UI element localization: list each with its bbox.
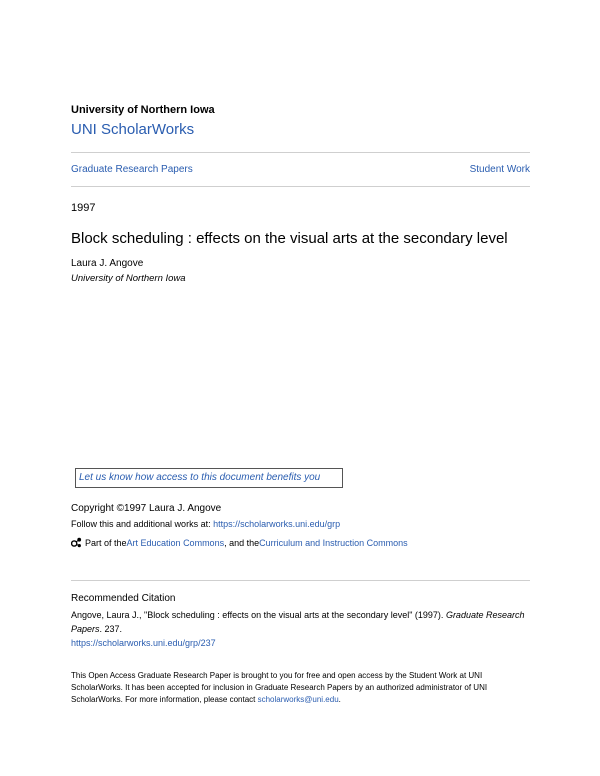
- follow-url-link[interactable]: https://scholarworks.uni.edu/grp: [213, 519, 341, 529]
- citation-url-link[interactable]: https://scholarworks.uni.edu/grp/237: [71, 638, 216, 648]
- publication-year: 1997: [71, 202, 96, 214]
- student-work-link[interactable]: Student Work: [469, 164, 530, 175]
- citation-text: Angove, Laura J., "Block scheduling : effects on the visual arts at the secondary level" (1997).: [71, 610, 446, 620]
- open-access-text: This Open Access Graduate Research Paper is brought to you for free and open access by the Student Work at UNI ScholarWorks. It has been accepted for inclusion in Graduate Research Papers by an authorized administrator of UNI ScholarWorks. For more information, please contact: [71, 671, 488, 704]
- art-education-commons-link[interactable]: Art Education Commons: [126, 537, 225, 548]
- document-title: Block scheduling : effects on the visual arts at the secondary level: [71, 230, 508, 247]
- author-name: Laura J. Angove: [71, 258, 144, 269]
- citation-heading: Recommended Citation: [71, 593, 176, 604]
- commons-network-icon: [71, 537, 82, 548]
- follow-prefix: Follow this and additional works at:: [71, 519, 214, 529]
- citation-number: . 237.: [99, 624, 123, 634]
- divider-citation: [71, 580, 530, 581]
- open-access-statement: [71, 670, 531, 706]
- repository-link[interactable]: UNI ScholarWorks: [71, 121, 195, 138]
- part-of-prefix: Part of the: [85, 537, 127, 548]
- collection-link[interactable]: Graduate Research Papers: [71, 164, 193, 175]
- institution-name: University of Northern Iowa: [71, 104, 215, 116]
- part-of-line: [71, 537, 408, 548]
- part-of-middle: , and the: [224, 537, 260, 548]
- benefit-feedback-link[interactable]: Let us know how access to this document benefits you: [75, 468, 343, 488]
- divider-bottom: [71, 186, 530, 187]
- citation-series: Graduate Research Papers: [71, 610, 525, 634]
- curriculum-instruction-commons-link[interactable]: Curriculum and Instruction Commons: [259, 537, 408, 548]
- copyright-notice: Copyright ©1997 Laura J. Angove: [71, 503, 222, 514]
- divider-top: [71, 152, 530, 153]
- contact-email-link[interactable]: scholarworks@uni.edu: [257, 695, 339, 704]
- follow-line: [71, 519, 340, 529]
- citation-body: [71, 608, 531, 650]
- open-access-end: .: [338, 695, 341, 704]
- author-affiliation: University of Northern Iowa: [71, 273, 186, 284]
